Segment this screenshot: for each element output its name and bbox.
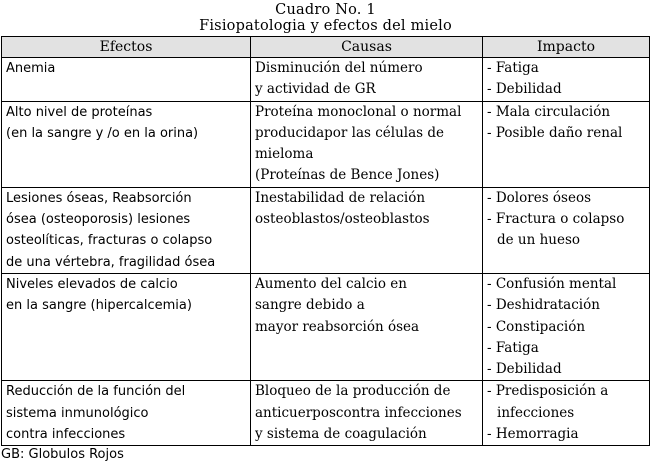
effect-cell	[2, 273, 251, 380]
effects-table	[1, 36, 650, 446]
cause-line: producidapor las células de	[255, 124, 445, 141]
effect-line: Lesiones óseas, Reabsorción	[6, 190, 192, 206]
impact-line: - Dolores óseos	[487, 189, 592, 206]
impact-line: - Confusión mental	[487, 275, 617, 292]
impact-line: - Posible daño renal	[487, 124, 623, 141]
cause-cell	[251, 187, 483, 273]
impact-line: - Fractura o colapso	[487, 211, 625, 228]
table-caption	[0, 0, 651, 34]
effect-line: (en la sangre y /o en la orina)	[6, 125, 199, 141]
impact-line: infecciones	[497, 404, 575, 421]
cause-line: Bloqueo de la producción de	[255, 383, 451, 400]
effect-line: sistema inmunológico	[6, 405, 149, 421]
impact-line: - Fatiga	[487, 339, 539, 356]
caption-title: Cuadro No. 1	[275, 2, 376, 18]
cause-line: y actividad de GR	[255, 81, 376, 98]
table-row	[2, 381, 650, 446]
impact-line: - Debilidad	[487, 361, 562, 378]
effect-line: de una vértebra, fragilidad ósea	[6, 254, 216, 270]
cause-line: mayor reabsorción ósea	[255, 318, 420, 335]
cause-line: Proteína monoclonal o normal	[255, 103, 462, 120]
effect-cell	[2, 381, 251, 446]
cause-cell	[251, 381, 483, 446]
impact-line: - Debilidad	[487, 81, 562, 98]
header-causas: Causas	[251, 37, 483, 58]
impact-line: - Mala circulación	[487, 103, 611, 120]
effect-line: contra infecciones	[6, 427, 126, 443]
table-header-row	[2, 37, 650, 58]
impact-cell	[483, 58, 650, 102]
cause-line: Disminución del número	[255, 60, 423, 76]
impact-cell	[483, 187, 650, 273]
caption-subtitle: Fisiopatologia y efectos del mielo	[199, 18, 452, 34]
impact-line: - Fatiga	[487, 60, 539, 76]
cause-line: osteoblastos/osteoblastos	[255, 211, 430, 228]
cause-line: sangre debido a	[255, 297, 365, 314]
table-row	[2, 101, 650, 187]
cause-line: mieloma	[255, 146, 314, 163]
effect-cell	[2, 101, 251, 187]
effect-line: en la sangre (hipercalcemia)	[6, 298, 192, 314]
table-row	[2, 187, 650, 273]
table-row	[2, 58, 650, 102]
effect-line: Reducción de la función del	[6, 384, 186, 400]
effect-line: ósea (osteoporosis) lesiones	[6, 212, 191, 228]
effect-cell	[2, 187, 251, 273]
cause-line: Inestabilidad de relación	[255, 189, 426, 206]
cause-cell	[251, 58, 483, 102]
impact-line: - Constipación	[487, 318, 586, 335]
cause-line: anticuerposcontra infecciones	[255, 404, 462, 421]
table-row	[2, 273, 650, 380]
header-impacto: Impacto	[483, 37, 650, 58]
cause-line: y sistema de coagulación	[255, 426, 427, 443]
table-container	[1, 36, 649, 446]
cause-cell	[251, 273, 483, 380]
table-footnote: GB: Globulos Rojos	[1, 447, 124, 462]
cause-line: Aumento del calcio en	[255, 275, 407, 292]
effect-line: Anemia	[6, 61, 56, 76]
impact-cell	[483, 273, 650, 380]
cause-line: (Proteínas de Bence Jones)	[255, 167, 440, 184]
effect-line: osteolíticas, fracturas o colapso	[6, 233, 213, 249]
effect-cell	[2, 58, 251, 102]
impact-cell	[483, 101, 650, 187]
header-efectos: Efectos	[2, 37, 251, 58]
effect-line: Niveles elevados de calcio	[6, 276, 178, 292]
cause-cell	[251, 101, 483, 187]
impact-line: - Hemorragia	[487, 426, 579, 443]
impact-line: - Predisposición a	[487, 383, 609, 400]
impact-line: - Deshidratación	[487, 297, 600, 314]
effect-line: Alto nivel de proteínas	[6, 104, 153, 120]
impact-cell	[483, 381, 650, 446]
impact-line: de un hueso	[497, 232, 581, 249]
